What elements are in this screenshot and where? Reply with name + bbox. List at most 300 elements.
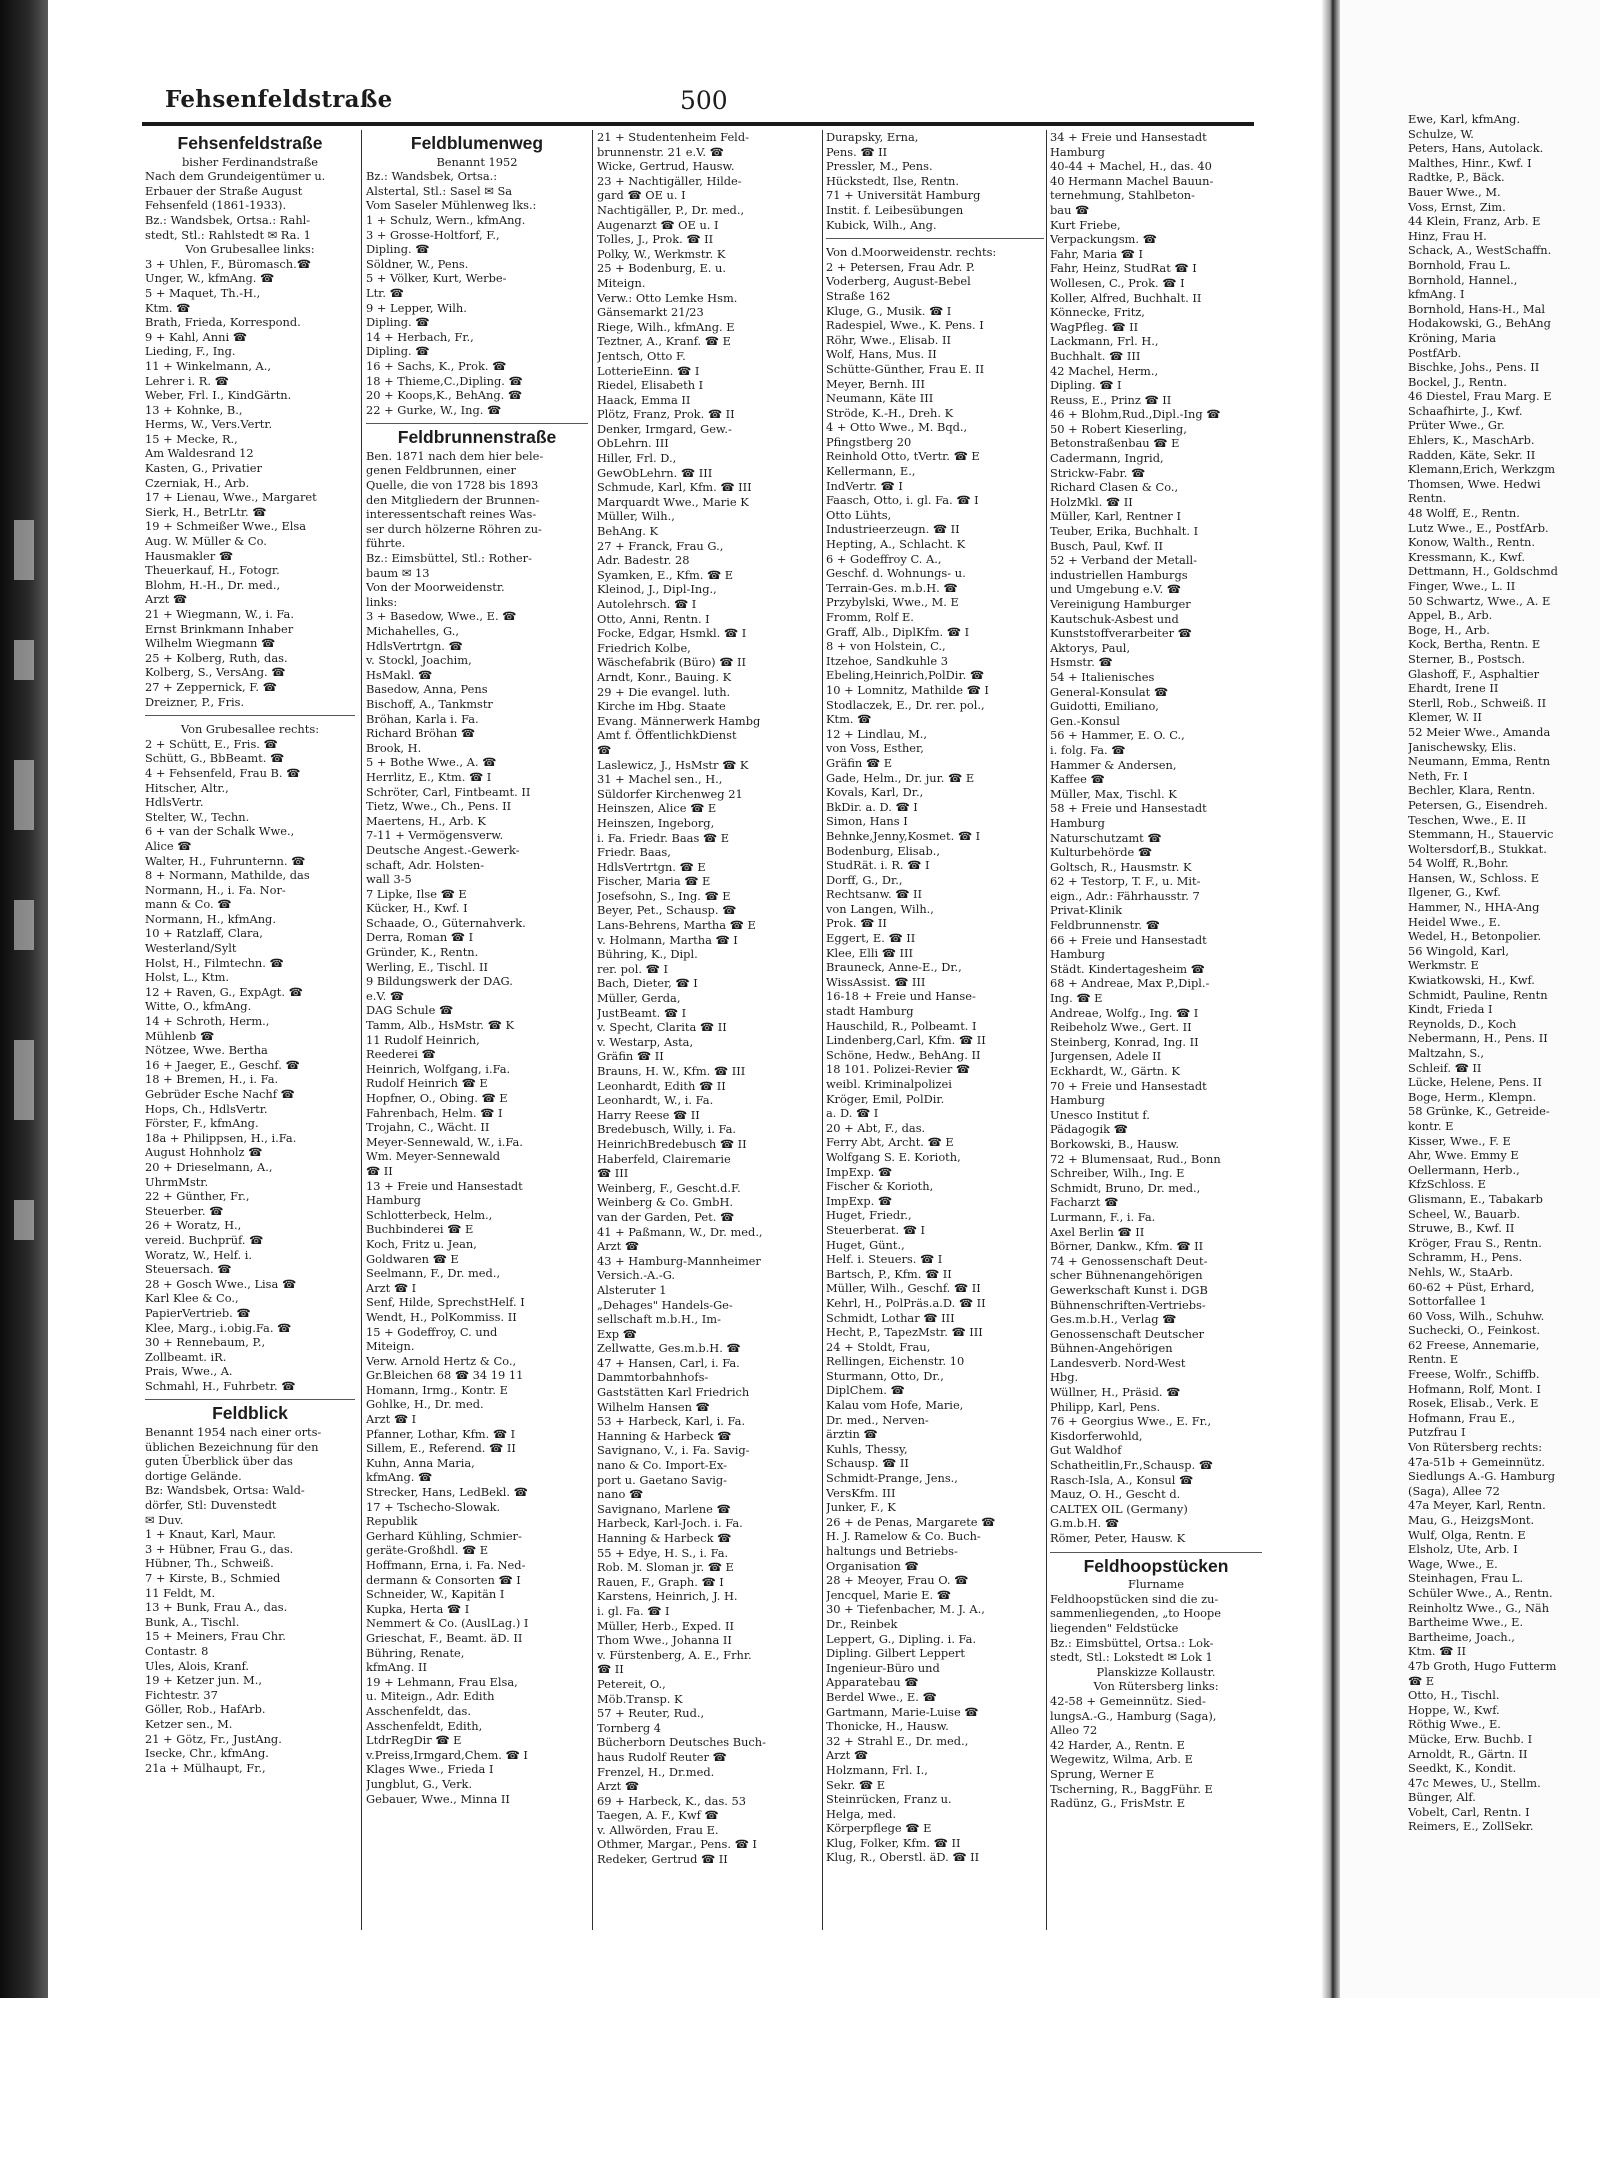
directory-line: Kautschuk-Asbest und [1050,611,1179,626]
directory-line: Theuerkauf, H., Fotogr. [145,563,280,578]
directory-line: 17 + Lienau, Wwe., Margaret [145,490,317,505]
directory-line: Richard Bröhan ☎ [366,726,476,741]
directory-line: 27 + Zeppernick, F. ☎ [145,679,277,694]
directory-line: Prais, Wwe., A. [145,1364,233,1379]
facing-page-line: Sterner, B., Postsch. [1408,651,1525,666]
facing-page-line: kfmAng. I [1408,287,1465,302]
directory-line: Reinhold Otto, tVertr. ☎ E [826,449,980,464]
directory-line: Feldbrunnenstr. ☎ [1050,918,1160,933]
directory-line: Könnecke, Fritz, [1050,305,1145,320]
directory-line: Dipling. ☎ I [1050,378,1122,393]
directory-line: Weinberg, F., Gescht.d.F. [597,1180,741,1195]
page-street-name: Fehsenfeldstraße [165,86,393,113]
facing-page-line: Sottorfallee 1 [1408,1294,1487,1309]
directory-line: Prok. ☎ II [826,916,887,931]
directory-line: links: [366,594,398,609]
facing-page-line: 56 Wingold, Karl, [1408,943,1509,958]
directory-line: Philipp, Karl, Pens. [1050,1399,1161,1414]
directory-line: Exp ☎ [597,1326,637,1341]
facing-page-line: Bauer Wwe., M. [1408,184,1501,199]
facing-page-line: 54 Wolff, R.,Bohr. [1408,856,1509,871]
directory-line: 13 + Bunk, Frau A., das. [145,1600,288,1615]
facing-page-line: Stemmann, H., Stauervic [1408,827,1554,842]
directory-line: Eckhardt, W., Gärtn. K [1050,1064,1180,1078]
directory-line: Arndt, Konr., Bauing. K [597,669,732,684]
directory-line: Steinberg, Konrad, Ing. II [1050,1034,1199,1049]
facing-page-line: Ewe, Karl, kfmAng. [1408,112,1521,126]
directory-line: Sekr. ☎ E [826,1777,886,1792]
directory-line: vereid. Buchprüf. ☎ [145,1232,264,1247]
directory-line: Autolehrsch. ☎ I [597,597,697,611]
directory-line: Berdel Wwe., E. ☎ [826,1689,937,1704]
directory-line: Städt. Kindertagesheim ☎ [1050,961,1205,976]
directory-line: führte. [366,536,406,551]
column-divider [822,130,823,1930]
directory-line: Von der Moorweidenstr. [366,580,505,595]
directory-line: scher Bühnenangehörigen [1050,1268,1203,1283]
directory-line: Homann, Irmg., Kontr. E [366,1382,508,1397]
directory-line: Alice ☎ [145,838,192,853]
facing-page-line: 60-62 + Püst, Erhard, [1408,1279,1535,1294]
facing-page-column [1408,112,1600,1952]
directory-line: Hückstedt, Ilse, Rentn. [826,173,959,188]
directory-line: G.m.b.H. ☎ [1050,1516,1120,1531]
facing-page-line: Glismann, E., Tabakarb [1408,1191,1543,1206]
directory-line: Tamm, Alb., HsMstr. ☎ K [366,1018,514,1033]
facing-page-line: PostfArb. [1408,345,1462,360]
directory-line: Kulturbehörde ☎ [1050,845,1153,860]
facing-page-line: Nehls, W., StaArb. [1408,1264,1514,1279]
directory-line: eign., Adr.: Fährhausstr. 7 [1050,888,1200,903]
directory-line: August Hohnholz ☎ [145,1145,263,1160]
directory-line: Hitscher, Altr., [145,780,229,795]
directory-line: Koller, Alfred, Buchhalt. II [1050,290,1202,305]
facing-page-line: Wage, Wwe., E. [1408,1556,1498,1571]
directory-line: DAG Schule ☎ [366,1003,454,1018]
directory-line: Harry Reese ☎ II [597,1107,700,1122]
directory-line: Facharzt ☎ [1050,1195,1119,1210]
directory-line: Aktorys, Paul, [1050,640,1131,655]
directory-line: Thom Wwe., Johanna II [597,1633,732,1648]
directory-line: Schausp. ☎ II [826,1456,909,1471]
directory-line: Klages Wwe., Frieda I [366,1762,494,1777]
directory-line: Radespiel, Wwe., K. Pens. I [826,318,984,333]
facing-page-line: Rentn. E [1408,1352,1459,1367]
directory-line: Von Rütersberg links: [1093,1679,1219,1694]
directory-line: Kolberg, S., VersAng. ☎ [145,665,286,680]
facing-page-line: 47b Groth, Hugo Futterm [1408,1658,1557,1673]
facing-page-line: Ahr, Wwe. Emmy E [1408,1148,1519,1163]
directory-line: Hamburg [1050,1093,1105,1108]
directory-line: Dipling. ☎ [366,315,430,330]
directory-line: Teuber, Erika, Buchhalt. I [1050,524,1199,539]
directory-line: liegenden" Feldstücke [1050,1620,1179,1635]
directory-line: Instit. f. Leibesübungen [826,202,964,217]
directory-line: Nötzee, Wwe. Bertha [145,1043,268,1058]
directory-line: Polky, W., Werkmstr. K [597,246,726,261]
directory-line: Teztner, A., Kranf. ☎ E [597,334,731,349]
directory-line: 62 + Testorp, T. F., u. Mit- [1050,874,1201,889]
facing-page-line: Von Rütersberg rechts: [1408,1440,1543,1455]
directory-line: Unesco Institut f. [1050,1107,1150,1122]
facing-page-line: Rentn. [1408,491,1447,506]
directory-line: WissAssist. ☎ III [826,974,926,989]
directory-line: VersKfm. III [826,1485,896,1500]
facing-page-line: Janischewsky, Elis. [1408,739,1517,754]
directory-line: Hoffmann, Erna, i. Fa. Ned- [366,1558,526,1572]
directory-line: 10 + Ratzlaff, Clara, [145,926,263,941]
directory-line: Ben. 1871 nach dem hier bele- [366,448,544,463]
directory-line: Laslewicz, J., HsMstr ☎ K [597,757,749,772]
directory-line: 15 + Meiners, Frau Chr. [145,1629,286,1644]
directory-line: Schöne, Hedw., BehAng. II [826,1047,981,1062]
directory-line: 46 + Blohm,Rud.,Dipl.-Ing ☎ [1050,407,1221,422]
directory-line: Derra, Roman ☎ I [366,930,474,945]
directory-line: Verw.: Otto Lemke Hsm. [597,290,738,305]
facing-page-line: Wulf, Olga, Rentn. E [1408,1527,1526,1542]
directory-line: Itzehoe, Sandkuhle 3 [826,653,949,668]
directory-line: Brauneck, Anne-E., Dr., [826,960,962,975]
directory-line: Kunststoffverarbeiter ☎ [1050,626,1192,641]
facing-page-line: Lücke, Helene, Pens. II [1408,1075,1542,1090]
directory-line: HsMakl. ☎ [366,667,433,682]
directory-line: Asschenfeldt, Edith, [366,1718,483,1733]
directory-line: Kupka, Herta ☎ I [366,1601,470,1616]
directory-line: Heinszen, Ingeborg, [597,815,715,830]
directory-line: 74 + Genossenschaft Deut- [1050,1253,1208,1268]
directory-line: Steuersach. ☎ [145,1262,232,1277]
header-rule [142,122,1254,126]
section-separator [1050,1552,1262,1553]
directory-line: Bischoff, A., Tankmstr [366,696,493,711]
facing-page-line: Elsholz, Ute, Arb. I [1408,1542,1518,1557]
directory-line: Gebrüder Esche Nachf ☎ [145,1087,295,1101]
directory-line: Müller, Gerda, [597,991,681,1006]
directory-line: Normann, H., i. Fa. Nor- [145,882,286,897]
directory-line: Dipling. Gilbert Leppert [826,1646,965,1661]
directory-line: Schröter, Carl, Fintbeamt. II [366,784,531,799]
directory-line: Klug, R., Oberstl. äD. ☎ II [826,1850,980,1865]
directory-line: Kücker, H., Kwf. I [366,901,468,916]
directory-line: Gewerkschaft Kunst i. DGB [1050,1282,1208,1297]
directory-line: Gut Waldhof [1050,1443,1122,1458]
directory-line: 16 + Sachs, K., Prok. ☎ [366,358,507,373]
directory-line: Steuerberat. ☎ I [826,1222,926,1237]
directory-line: Hiller, Frl. D., [597,451,677,466]
directory-line: Gade, Helm., Dr. jur. ☎ E [826,770,975,785]
directory-column-3 [597,130,819,1930]
directory-line: Wollesen, C., Prok. ☎ I [1050,275,1185,290]
directory-line: Heinszen, Alice ☎ E [597,801,717,816]
directory-line: Ktm. ☎ [145,300,191,315]
directory-line: Ingenieur-Büro und [826,1660,940,1675]
facing-page-line: Kwiatkowski, H., Kwf. [1408,973,1535,988]
directory-line: Leonhardt, W., i. Fa. [597,1093,714,1108]
directory-line: Helf. i. Steuers. ☎ I [826,1252,943,1267]
directory-line: Sprung, Werner E [1050,1766,1155,1781]
facing-page-line: Bornhold, Frau L. [1408,257,1511,272]
directory-line: guten Überblick über das [145,1454,293,1469]
directory-line: Haberfeld, Clairemarie [597,1151,731,1166]
directory-line: Reederei ☎ [366,1047,436,1062]
directory-line: 7 Lipke, Ilse ☎ E [366,886,467,901]
directory-line: Junker, F., K [826,1500,896,1515]
street-heading: Feldblumenweg [410,133,544,153]
directory-line: Petereit, O., [597,1676,666,1691]
directory-line: Trojahn, C., Wächt. II [366,1120,490,1135]
facing-page-line: Hodakowski, G., BehAng [1408,316,1551,331]
directory-line: Riedel, Elisabeth I [597,378,704,393]
directory-line: Klee, Elli ☎ III [826,945,914,960]
directory-line: Wilhelm Wiegmann ☎ [145,636,276,651]
directory-line: Stodlaczek, E., Dr. rer. pol., [826,697,985,712]
directory-line: 54 + Italienisches [1050,669,1155,684]
facing-page-line: Schaafhirte, J., Kwf. [1408,403,1523,418]
directory-line: 13 + Freie und Hansestadt [366,1178,523,1193]
directory-line: 34 + Freie und Hansestadt [1050,130,1207,144]
directory-line: 2 + Schütt, E., Fris. ☎ [145,736,278,751]
directory-line: Marquardt Wwe., Marie K [597,494,749,509]
directory-line: UhrmMstr. [145,1174,209,1189]
directory-line: „Dehages" Handels-Ge- [597,1297,733,1312]
directory-line: 15 + Godeffroy, C. und [366,1324,498,1339]
directory-line: Fischer & Korioth, [826,1179,934,1194]
facing-page-line: Klemann,Erich, Werkzgm [1408,462,1556,477]
directory-line: Brath, Frieda, Korrespond. [145,315,301,330]
directory-line: Wolfgang S. E. Korioth, [826,1149,961,1164]
facing-page-line: Reynolds, D., Koch [1408,1016,1517,1031]
directory-line: Dr., Reinbek [826,1616,898,1631]
directory-line: Dorff, G., Dr., [826,872,903,887]
directory-line: Kalau vom Hofe, Marie, [826,1398,964,1413]
directory-line: BkDir. a. D. ☎ I [826,799,918,814]
directory-line: 30 + Tiefenbacher, M. J. A., [826,1602,985,1617]
directory-line: 47 + Hansen, Carl, i. Fa. [597,1355,740,1370]
directory-line: ☎ [597,742,612,757]
directory-line: 41 + Paßmann, W., Dr. med., [597,1224,763,1239]
directory-line: Planskizze Kollaustr. [1096,1664,1216,1679]
directory-line: Schlotterbeck, Helm., [366,1207,493,1222]
directory-line: Thonicke, H., Hausw. [826,1719,949,1734]
directory-line: Lehrer i. R. ☎ [145,373,229,388]
directory-line: Busch, Paul, Kwf. II [1050,538,1163,553]
directory-line: Kubick, Wilh., Ang. [826,217,937,232]
facing-page-line: Schmidt, Pauline, Rentn [1408,987,1548,1002]
directory-line: v. Allwörden, Frau E. [597,1822,719,1837]
facing-page-line: Sterll, Rob., Schweiß. II [1408,695,1547,710]
directory-line: 58 + Freie und Hansestadt [1050,801,1207,816]
facing-page-line: Dettmann, H., Goldschmd [1408,564,1558,579]
facing-page-line: Radtke, P., Bäck. [1408,170,1505,185]
directory-line: Leppert, G., Dipling. i. Fa. [826,1631,977,1646]
directory-line: Bredebusch, Willy, i. Fa. [597,1122,737,1137]
directory-line: Dipling. ☎ [366,344,430,359]
directory-line: Ebeling,Heinrich,PolDir. ☎ [826,668,985,683]
directory-line: kfmAng. II [366,1660,428,1675]
directory-line: 42-58 + Gemeinnütz. Sied- [1050,1693,1206,1708]
directory-line: Adr. Badestr. 28 [597,553,690,568]
directory-line: PapierVertrieb. ☎ [145,1305,251,1320]
directory-line: 30 + Rennebaum, P., [145,1335,266,1350]
directory-line: Apparatebau ☎ [826,1675,919,1690]
directory-line: 13 + Kohnke, B., [145,402,243,417]
facing-page-line: Prüter Wwe., Gr. [1408,418,1505,433]
directory-line: 69 + Harbeck, K., das. 53 [597,1793,747,1808]
facing-page-line: Reimers, E., ZollSekr. [1408,1819,1534,1834]
directory-line: bau ☎ [1050,202,1090,217]
directory-line: Von Grubesallee links: [185,242,315,257]
directory-line: Ing. ☎ E [1050,991,1103,1006]
directory-line: industriellen Hamburgs [1050,567,1188,582]
directory-line: Fahr, Heinz, StudRat ☎ I [1050,261,1197,276]
directory-line: Strickw-Fabr. ☎ [1050,465,1146,480]
facing-page-line: 46 Diestel, Frau Marg. E [1408,389,1552,404]
directory-line: HdlsVertrtgn. ☎ E [597,859,706,874]
facing-page-line: Konow, Walth., Rentn. [1408,535,1536,550]
directory-line: dermann & Consorten ☎ I [366,1572,521,1587]
directory-line: sammenliegenden, „to Hoope [1050,1606,1221,1621]
directory-line: Pressler, M., Pens. [826,159,933,174]
directory-line: 5 + Maquet, Th.-H., [145,285,261,300]
directory-line: 19 + Schmeißer Wwe., Elsa [145,519,307,534]
directory-line: Arzt ☎ [826,1748,869,1763]
directory-line: Kuhn, Anna Maria, [366,1455,475,1470]
directory-line: Kasten, G., Privatier [145,461,262,476]
directory-line: Arzt ☎ [597,1239,640,1254]
directory-line: Karl Klee & Co., [145,1291,239,1306]
directory-line: Bz.: Eimsbüttel, Stl.: Rother- [366,551,532,566]
directory-line: Bühnenschriften-Vertriebs- [1050,1297,1206,1312]
directory-line: Othmer, Margar., Pens. ☎ I [597,1837,757,1852]
section-separator [145,715,355,716]
facing-page-line: Schramm, H., Pens. [1408,1250,1523,1265]
directory-line: Meyer-Sennewald, W., i.Fa. [366,1134,523,1149]
directory-line: Senf, Hilde, SprechstHelf. I [366,1295,525,1310]
directory-line: HolzMkl. ☎ II [1050,494,1133,509]
directory-line: Kurt Friebe, [1050,217,1121,232]
directory-line: Müller, Wilh., Geschf. ☎ II [826,1281,981,1296]
directory-line: 21 + Studentenheim Feld- [597,130,749,144]
directory-line: IndVertr. ☎ I [826,478,903,493]
facing-page-line: Woltersdorf,B., Stukkat. [1408,841,1547,856]
facing-page-line: Reinholtz Wwe., G., Näh [1408,1600,1550,1615]
directory-line: i. gl. Fa. ☎ I [597,1603,670,1618]
facing-page-line: Bornhold, Hannel., [1408,272,1518,287]
directory-line: Axel Berlin ☎ II [1050,1224,1145,1239]
facing-page-line: Kock, Bertha, Rentn. E [1408,637,1541,652]
directory-line: 18 + Thieme,C.,Dipling. ☎ [366,373,523,388]
directory-line: Naturschutzamt ☎ [1050,830,1162,845]
directory-line: Basedow, Anna, Pens [366,682,488,697]
directory-line: Schütt, G., BbBeamt. ☎ [145,751,285,766]
directory-line: Tornberg 4 [597,1720,661,1735]
directory-line: den Mitgliedern der Brunnen- [366,492,540,507]
directory-line: 52 + Verband der Metall- [1050,553,1197,568]
directory-line: Andreae, Wolfg., Ing. ☎ I [1050,1005,1199,1020]
directory-line: Westerland/Sylt [145,941,237,956]
section-separator [826,238,1044,239]
directory-line: Jentsch, Otto F. [597,348,686,363]
directory-line: stadt Hamburg [826,1004,914,1019]
facing-page-line: Siedlungs A.-G. Hamburg [1408,1469,1556,1484]
facing-page-line: ☎ E [1408,1673,1435,1688]
directory-line: CALTEX OIL (Germany) [1050,1501,1188,1516]
directory-line: Arzt ☎ I [366,1412,417,1427]
facing-page-line: Arnoldt, R., Gärtn. II [1408,1746,1528,1761]
facing-page-line: Ilgener, G., Kwf. [1408,885,1501,900]
directory-line: Kluge, G., Musik. ☎ I [826,303,952,318]
directory-line: Pädagogik ☎ [1050,1122,1128,1137]
directory-line: Haack, Emma II [597,392,691,407]
directory-line: LotterieEinn. ☎ I [597,363,700,378]
directory-line: port u. Gaetano Savig- [597,1472,727,1487]
facing-page-line: Boge, H., Arb. [1408,622,1490,637]
directory-line: Süldorfer Kirchenweg 21 [597,786,743,801]
directory-line: v. Holmann, Martha ☎ I [597,932,738,947]
directory-line: 3 + Uhlen, F., Büromasch.☎ [145,256,311,271]
directory-line: Betonstraßenbau ☎ E [1050,436,1180,451]
directory-line: Hsmstr. ☎ [1050,655,1113,670]
directory-line: Bühring, Renate, [366,1645,465,1660]
directory-line: Bartsch, P., Kfm. ☎ II [826,1266,952,1281]
facing-page-line: Kisser, Wwe., F. E [1408,1133,1511,1148]
directory-line: Jurgensen, Adele II [1050,1049,1162,1064]
directory-line: Rasch-Isla, A., Konsul ☎ [1050,1472,1194,1487]
directory-column-2 [366,130,588,1930]
directory-line: Richard Clasen & Co., [1050,480,1179,495]
directory-line: Römer, Peter, Hausw. K [1050,1531,1186,1545]
directory-line: Zellwatte, Ges.m.b.H. ☎ [597,1341,741,1356]
facing-page-line: Boge, Herm., Klempn. [1408,1089,1537,1104]
directory-line: Josefsohn, S., Ing. ☎ E [597,888,731,903]
directory-line: Gerhard Kühling, Schmier- [366,1528,522,1543]
directory-line: Schreiber, Wilh., Ing. E [1050,1166,1185,1181]
facing-page-line: Ehlers, K., MaschArb. [1408,433,1535,448]
directory-line: Förster, F., kfmAng. [145,1116,259,1131]
directory-line: 9 + Kahl, Anni ☎ [145,329,247,344]
directory-line: Holst, H., Filmtechn. ☎ [145,955,284,970]
facing-page-line: 62 Freese, Annemarie, [1408,1337,1540,1352]
directory-line: Alleo 72 [1050,1723,1098,1738]
directory-line: Pens. ☎ II [826,144,888,159]
column-divider [361,130,362,1930]
directory-line: Plötz, Franz, Prok. ☎ II [597,407,735,422]
directory-line: 8 + Normann, Mathilde, das [145,868,310,883]
directory-line: Brauns, H. W., Kfm. ☎ III [597,1064,746,1078]
directory-line: Gräfin ☎ E [826,755,893,770]
directory-line: Voderberg, August-Bebel [826,274,971,289]
directory-line: Benannt 1952 [436,154,518,169]
facing-page-line: Hofmann, Rolf, Mont. I [1408,1381,1541,1396]
directory-line: 8 + von Holstein, C., [826,639,946,654]
directory-line: 53 + Harbeck, Karl, i. Fa. [597,1414,746,1429]
directory-line: 10 + Lomnitz, Mathilde ☎ I [826,682,989,697]
directory-line: sellschaft m.b.H., Im- [597,1312,721,1327]
directory-line: StudRät. i. R. ☎ I [826,858,930,873]
directory-line: Helga, med. [826,1806,897,1821]
directory-line: 55 + Edye, H. S., i. Fa. [597,1545,729,1560]
directory-line: Wendt, H., PolKommiss. II [366,1309,517,1324]
directory-line: Schaade, O., Güternahverk. [366,915,526,930]
directory-line: Sillem, E., Referend. ☎ II [366,1441,516,1456]
facing-page-line: Finger, Wwe., L. II [1408,579,1516,593]
directory-line: 11 Rudolf Heinrich, [366,1032,480,1047]
directory-line: Hanning & Harbeck ☎ [597,1531,732,1545]
directory-line: Wegewitz, Wilma, Arb. E [1050,1752,1193,1767]
directory-line: Pfingstberg 20 [826,434,912,449]
directory-line: Savignano, Marlene ☎ [597,1501,731,1516]
directory-line: Lans-Behrens, Martha ☎ E [597,918,756,933]
